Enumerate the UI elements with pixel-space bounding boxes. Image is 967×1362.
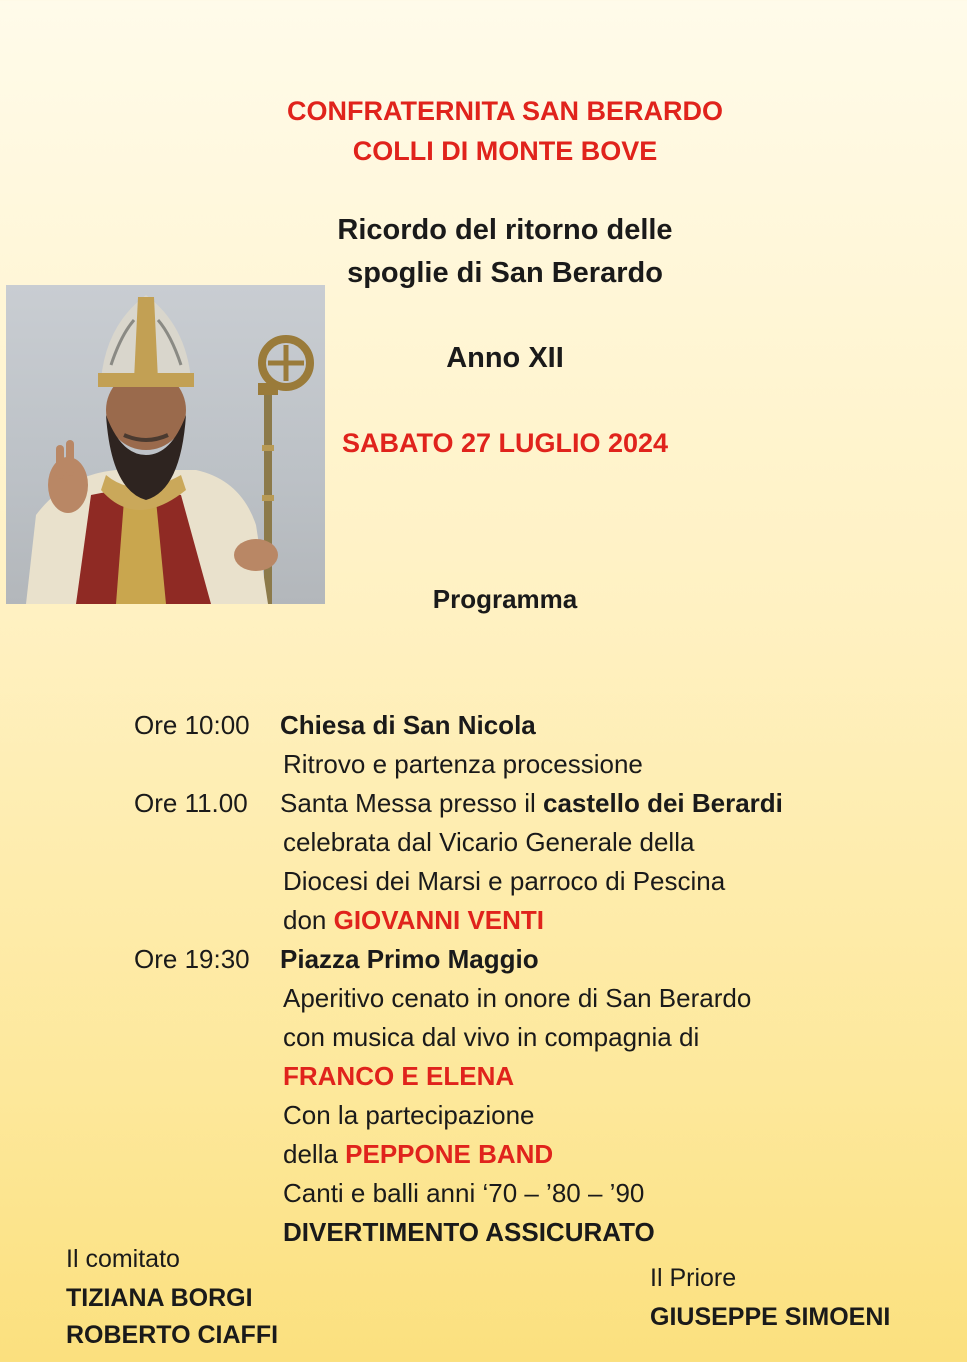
program-desc-2-2: Diocesi dei Marsi e parroco di Pescina xyxy=(283,866,726,896)
prior-label: Il Priore xyxy=(650,1264,737,1292)
saint-statue-illustration xyxy=(6,285,325,604)
subtitle-line-1: Ricordo del ritorno delle xyxy=(337,214,673,246)
committee-member-1: TIZIANA BORGI xyxy=(66,1284,253,1312)
organization-line-2: COLLI DI MONTE BOVE xyxy=(352,136,658,166)
program-desc-3-1: Aperitivo cenato in onore di San Berardo xyxy=(283,983,752,1013)
saint-statue-photo xyxy=(6,285,325,604)
program-desc-3-4: Con la partecipazione xyxy=(283,1100,535,1130)
program-lead-2: Santa Messa presso il xyxy=(280,788,544,818)
program-prefix-2-3: don xyxy=(283,905,334,935)
committee-member-2: ROBERTO CIAFFI xyxy=(66,1321,279,1349)
performers-name: FRANCO E ELENA xyxy=(283,1061,515,1091)
subtitle-line-2: spoglie di San Berardo xyxy=(347,257,663,289)
organization-name xyxy=(0,91,967,171)
program-time-2: Ore 11.00 xyxy=(134,788,248,818)
program-desc-2-1: celebrata dal Vicario Generale della xyxy=(283,827,695,857)
program-time-1: Ore 10:00 xyxy=(134,710,250,740)
event-year: Anno XII xyxy=(446,342,564,374)
committee-label: Il comitato xyxy=(66,1245,180,1273)
program-time-3: Ore 19:30 xyxy=(134,944,250,974)
program-prefix-3-5: della xyxy=(283,1139,346,1169)
program-desc-3-6: Canti e balli anni ‘70 – ’80 – ’90 xyxy=(283,1178,645,1208)
organization-line-1: CONFRATERNITA SAN BERARDO xyxy=(287,96,723,126)
program-place-3: Piazza Primo Maggio xyxy=(280,944,539,974)
program-desc-3-7: DIVERTIMENTO ASSICURATO xyxy=(283,1217,655,1247)
program-desc-2-3 xyxy=(283,901,544,940)
program-desc-3-5 xyxy=(283,1135,553,1174)
program-place-1: Chiesa di San Nicola xyxy=(280,710,536,740)
program-desc-1-1: Ritrovo e partenza processione xyxy=(283,749,643,779)
band-name: PEPPONE BAND xyxy=(345,1139,554,1169)
celebrant-name: GIOVANNI VENTI xyxy=(333,905,545,935)
event-subtitle xyxy=(0,209,967,295)
prior-name: GIUSEPPE SIMOENI xyxy=(650,1303,891,1331)
event-date: SABATO 27 LUGLIO 2024 xyxy=(341,428,669,458)
program-desc-3-2: con musica dal vivo in compagnia di xyxy=(283,1022,700,1052)
program-line-2-lead xyxy=(280,784,783,823)
program-place-2: castello dei Berardi xyxy=(543,788,783,818)
program-heading: Programma xyxy=(432,584,578,614)
